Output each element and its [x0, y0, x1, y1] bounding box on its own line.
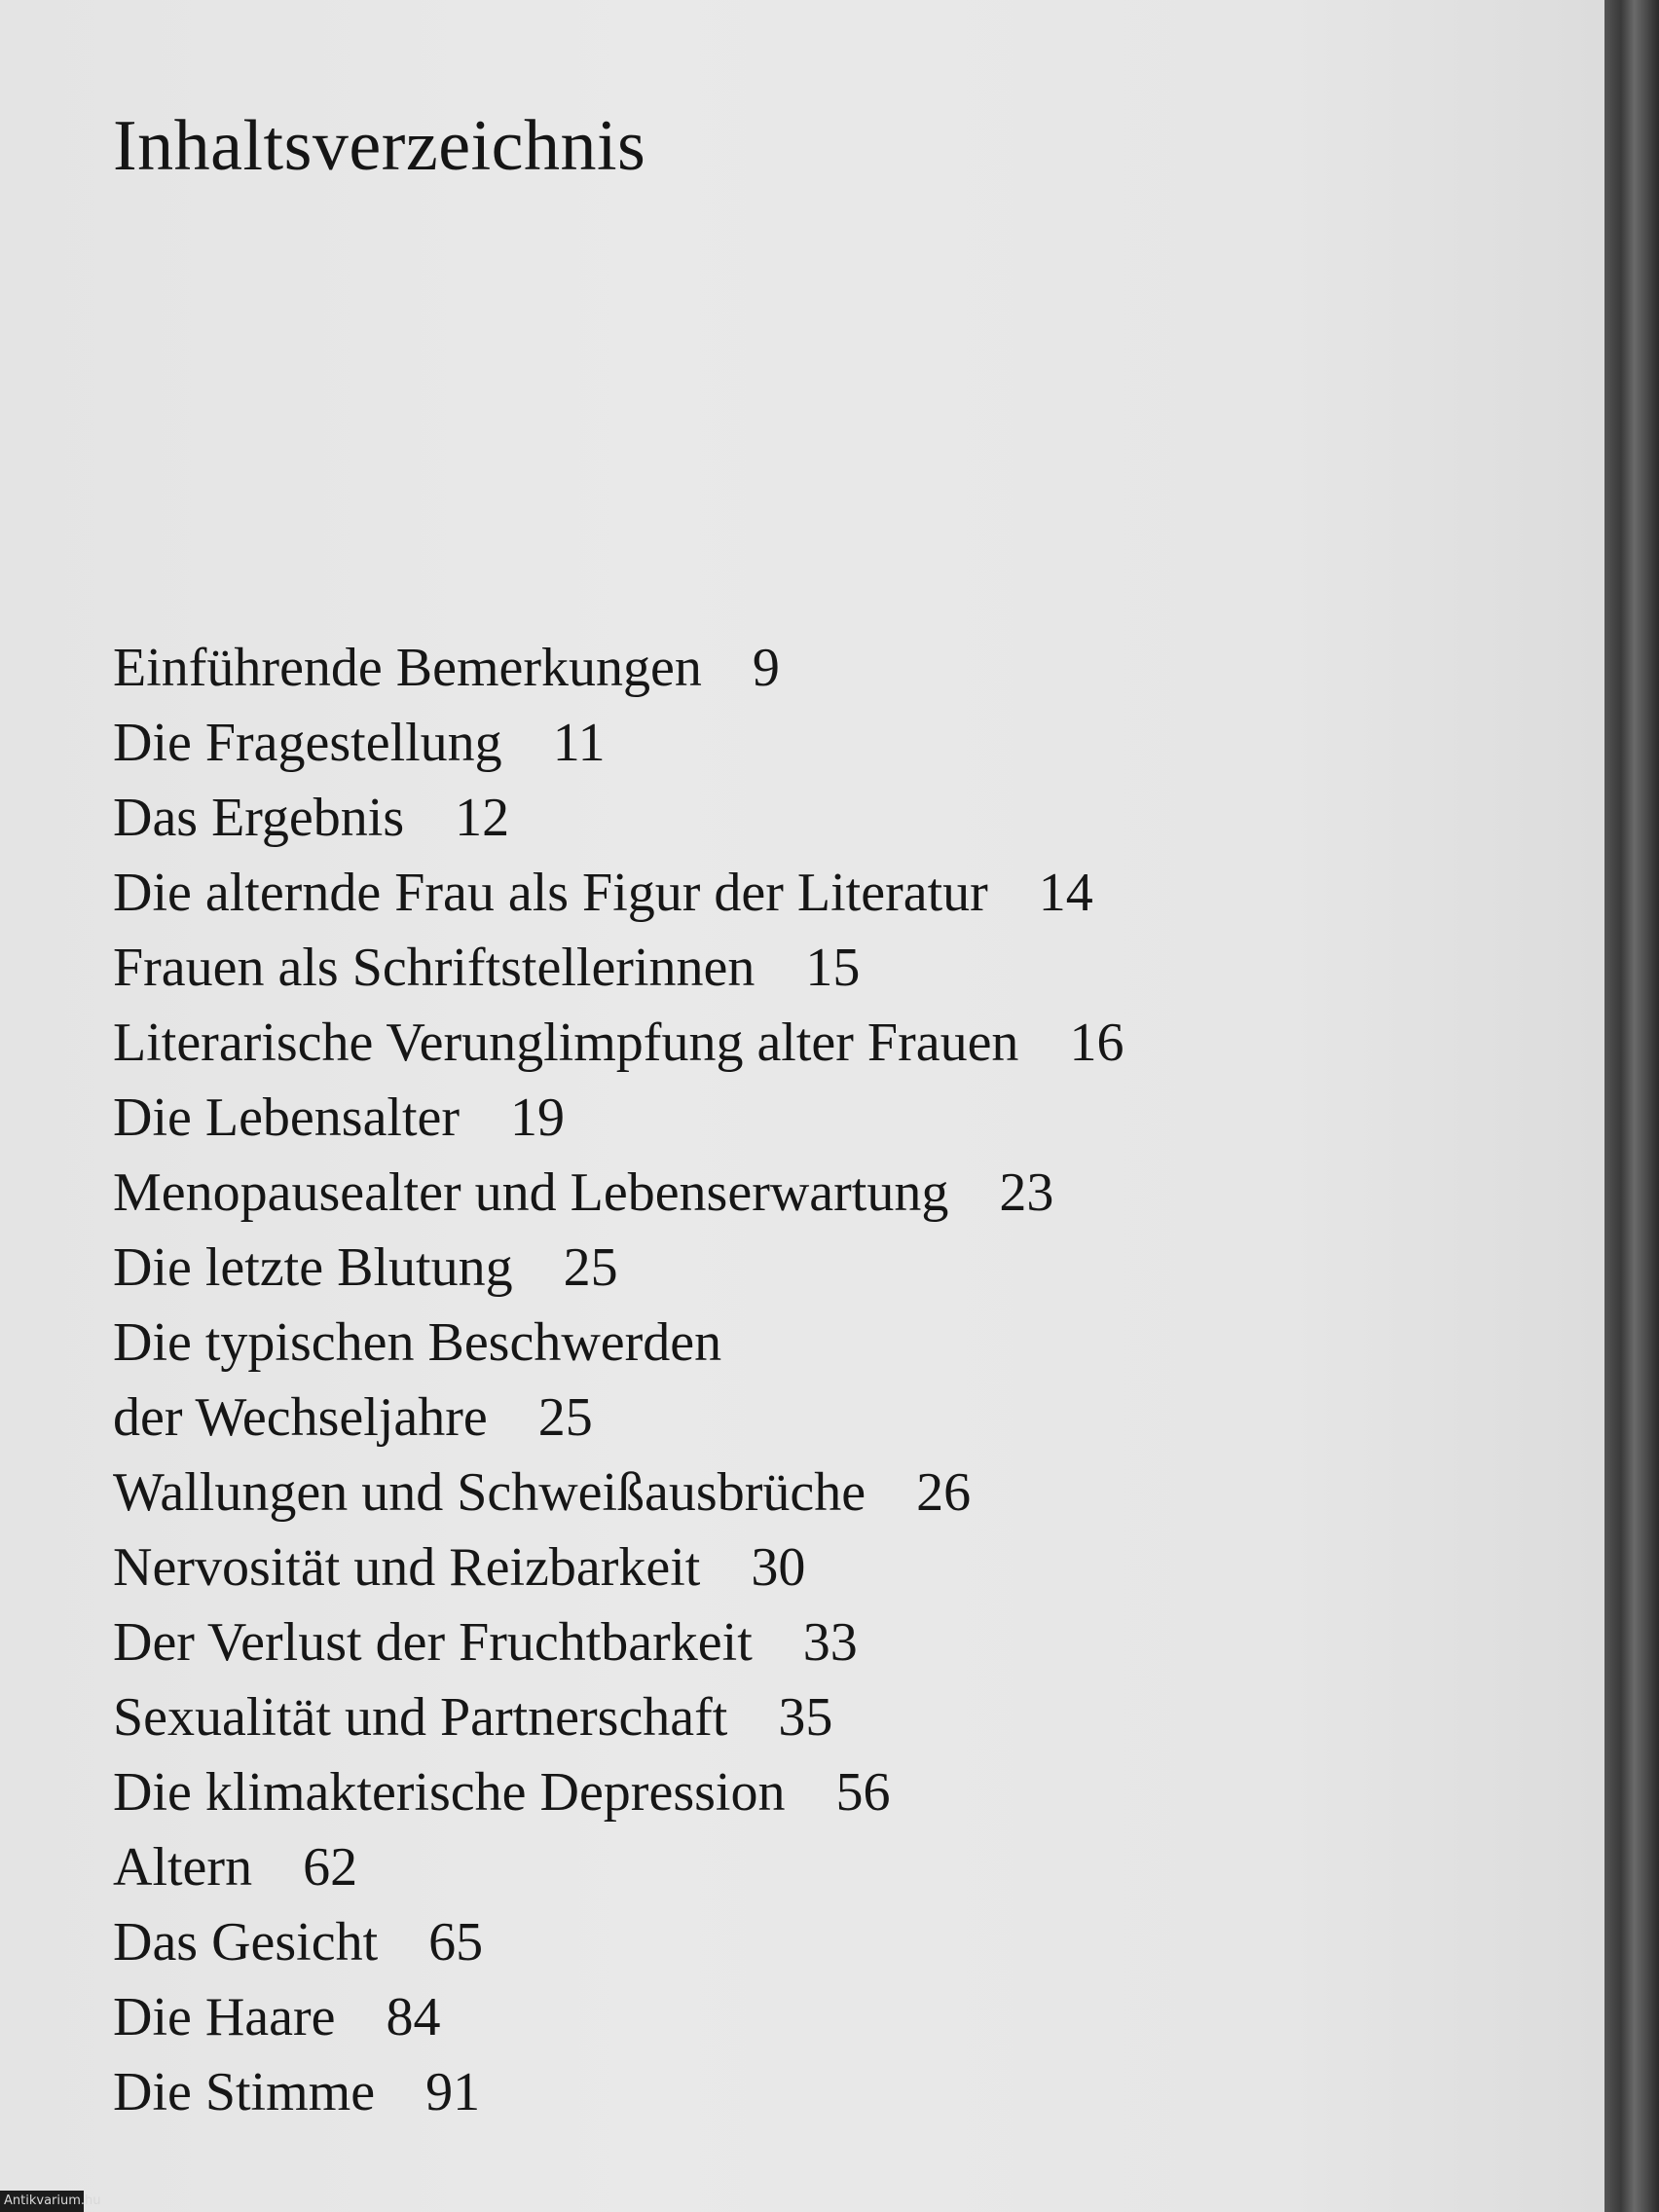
page-title: Inhaltsverzeichnis: [113, 106, 646, 186]
toc-page-number: 65: [428, 1912, 484, 1972]
toc-entry: [113, 1680, 1124, 1755]
toc-entry-title: Menopausealter und Lebenserwartung: [113, 1162, 949, 1223]
toc-entry-title: Die Haare: [113, 1987, 336, 2047]
toc-entry: [113, 631, 1124, 706]
toc-entry: [113, 781, 1124, 856]
toc-entry: [113, 1905, 1124, 1980]
toc-page-number: 25: [563, 1237, 618, 1298]
toc-page-number: 84: [386, 1987, 441, 2047]
toc-entry: [113, 1306, 1124, 1456]
watermark: Antikvarium.hu: [0, 2191, 84, 2212]
book-spine-edge: [1604, 0, 1659, 2212]
toc-entry-title: Die Lebensalter: [113, 1088, 461, 1148]
toc-entry-title: Nervosität und Reizbarkeit: [113, 1537, 701, 1598]
toc-page-number: 12: [455, 788, 510, 848]
toc-entry: [113, 856, 1124, 931]
toc-entry-title: Literarische Verunglimpfung alter Frauen: [113, 1013, 1019, 1073]
toc-entry: [113, 706, 1124, 781]
toc-entry: [113, 1156, 1124, 1231]
toc-page-number: 14: [1038, 863, 1093, 923]
toc-page-number: 15: [805, 938, 861, 998]
toc-page-number: 19: [510, 1088, 566, 1148]
toc-entry-title: Der Verlust der Fruchtbarkeit: [113, 1612, 753, 1673]
toc-entry: [113, 1231, 1124, 1306]
toc-entry-title-continued: der Wechseljahre: [113, 1387, 488, 1448]
toc-entry-title: Das Ergebnis: [113, 788, 405, 848]
toc-page-number: 62: [303, 1837, 358, 1898]
toc-page-number: 25: [537, 1387, 593, 1448]
toc-entry: [113, 1980, 1124, 2055]
toc-entry-title: Die Fragestellung: [113, 713, 502, 773]
toc-page-number: 16: [1069, 1013, 1124, 1073]
toc-page-number: 30: [751, 1537, 806, 1598]
toc-entry-title: Das Gesicht: [113, 1912, 379, 1972]
toc-entry-title: Frauen als Schriftstellerinnen: [113, 938, 756, 998]
toc-page-number: 23: [999, 1162, 1054, 1223]
toc-entry-title: Die Stimme: [113, 2062, 376, 2122]
toc-page-number: 33: [802, 1612, 858, 1673]
toc-entry-title: Die typischen Beschwerden: [113, 1312, 722, 1373]
toc-entry-title: Die alternde Frau als Figur der Literatur: [113, 863, 988, 923]
toc-entry: [113, 931, 1124, 1006]
toc-page-number: 91: [425, 2062, 481, 2122]
toc-page-number: 26: [916, 1462, 972, 1523]
toc-entry-title: Die klimakterische Depression: [113, 1762, 786, 1823]
toc-entry-title: Wallungen und Schweißausbrüche: [113, 1462, 866, 1523]
toc-entry: [113, 1530, 1124, 1605]
toc-entry-title: Die letzte Blutung: [113, 1237, 513, 1298]
toc-page-number: 35: [778, 1687, 833, 1748]
toc-entry-title: Sexualität und Partnerschaft: [113, 1687, 728, 1748]
toc-page-number: 11: [552, 713, 606, 773]
toc-entry: [113, 2055, 1124, 2130]
toc-page-number: 9: [752, 638, 780, 698]
toc-entry-title: Einführende Bemerkungen: [113, 638, 702, 698]
table-of-contents: [113, 631, 1124, 2130]
toc-page-number: 56: [835, 1762, 891, 1823]
toc-entry: [113, 1081, 1124, 1156]
toc-entry: [113, 1755, 1124, 1830]
toc-entry-title: Altern: [113, 1837, 253, 1898]
toc-entry: [113, 1830, 1124, 1905]
toc-entry: [113, 1006, 1124, 1081]
toc-entry: [113, 1605, 1124, 1680]
toc-entry: [113, 1456, 1124, 1530]
